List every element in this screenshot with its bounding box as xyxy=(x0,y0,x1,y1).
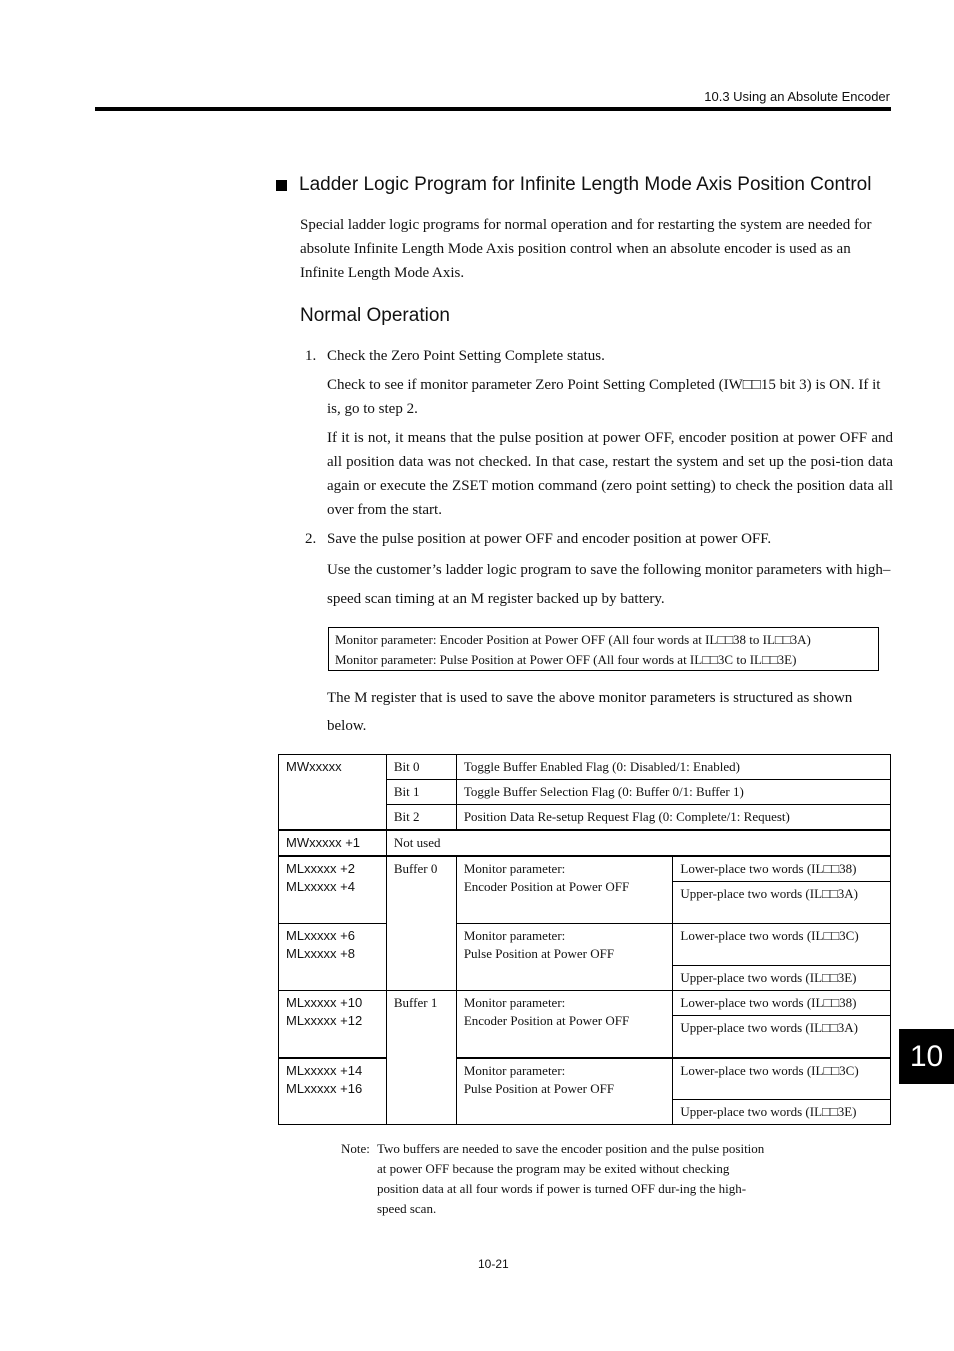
monitor-parameter-cell xyxy=(456,924,673,991)
ml-address: MLxxxxx +12 xyxy=(286,1013,363,1028)
word-cell: Upper-place two words (IL□□3E) xyxy=(673,1100,891,1125)
ml-address: MLxxxxx +4 xyxy=(286,879,355,894)
step-2-paragraph-1: Use the customer’s ladder logic program to save the following monitor parameters with high–speed scan timing at an M register backed up by battery. xyxy=(327,562,891,607)
word-cell: Upper-place two words (IL□□3A) xyxy=(673,1016,891,1058)
parameter-name: Pulse Position at Power OFF xyxy=(463,946,615,961)
word-cell: Upper-place two words (IL□□3E) xyxy=(673,966,891,991)
ml-address-cell xyxy=(279,991,387,1058)
subsection-heading: Normal Operation xyxy=(300,305,450,326)
section-heading-text: Ladder Logic Program for Infinite Length Mode Axis Position Control xyxy=(299,174,872,195)
bit-cell: Bit 2 xyxy=(386,805,456,831)
note xyxy=(341,1139,771,1219)
bit-description-cell: Toggle Buffer Selection Flag (0: Buffer 0/1: Buffer 1) xyxy=(456,780,890,805)
word-cell: Upper-place two words (IL□□3A) xyxy=(673,882,891,924)
ml-address: MLxxxxx +14 xyxy=(286,1062,363,1078)
ml-address: MLxxxxx +8 xyxy=(286,946,355,961)
monitor-parameter-cell xyxy=(456,856,673,924)
bit-cell: Bit 0 xyxy=(386,755,456,780)
bit-description-cell: Toggle Buffer Enabled Flag (0: Disabled/1: Enabled) xyxy=(456,755,890,780)
monitor-parameter-cell xyxy=(456,1058,673,1125)
register-intro-paragraph: The M register that is used to save the above monitor parameters is structured as shown below. xyxy=(327,690,853,734)
word-cell: Lower-place two words (IL□□38) xyxy=(673,856,891,882)
table-row xyxy=(279,856,891,882)
square-bullet-icon xyxy=(276,180,287,191)
intro-paragraph: Special ladder logic programs for normal operation and for restarting the system are needed for absolute Infinite Length Mode Axis position control when an absolute encoder is used as an Infinite Length Mode Axis. xyxy=(300,217,872,281)
header-rule xyxy=(95,107,891,111)
monitor-box-line-1: Monitor parameter: Encoder Position at Power OFF (All four words at IL□□38 to IL□□3A) xyxy=(335,632,811,647)
parameter-name: Encoder Position at Power OFF xyxy=(463,879,630,894)
bit-description-cell: Position Data Re-setup Request Flag (0: Complete/1: Request) xyxy=(456,805,890,831)
parameter-label: Monitor parameter: xyxy=(463,1062,566,1078)
ml-address-cell xyxy=(279,1058,387,1125)
ml-address: MLxxxxx +2 xyxy=(286,861,355,876)
table-row xyxy=(279,1058,891,1100)
monitor-parameter-box xyxy=(328,627,879,671)
section-heading xyxy=(276,174,871,196)
ml-address-cell xyxy=(279,856,387,924)
ml-address: MLxxxxx +16 xyxy=(286,1080,363,1096)
mw-address-cell: MWxxxxx xyxy=(279,755,387,831)
running-header: 10.3 Using an Absolute Encoder xyxy=(704,89,890,104)
word-cell: Lower-place two words (IL□□3C) xyxy=(673,924,891,966)
parameter-name: Pulse Position at Power OFF xyxy=(463,1080,615,1096)
step-1-number: 1. xyxy=(305,348,317,364)
step-1-paragraph-1: Check to see if monitor parameter Zero Point Setting Completed (IW□□15 bit 3) is ON. If it is, go to step 2. xyxy=(327,377,881,417)
word-cell: Lower-place two words (IL□□38) xyxy=(673,991,891,1016)
ml-address: MLxxxxx +6 xyxy=(286,928,355,943)
table-row xyxy=(279,830,891,856)
buffer-label-cell: Buffer 0 xyxy=(386,856,456,991)
table-row xyxy=(279,991,891,1016)
chapter-tab: 10 xyxy=(899,1029,954,1084)
not-used-cell: Not used xyxy=(386,830,890,856)
step-2-number: 2. xyxy=(305,531,317,547)
monitor-box-line-2: Monitor parameter: Pulse Position at Power OFF (All four words at IL□□3C to IL□□3E) xyxy=(335,652,797,667)
monitor-parameter-cell xyxy=(456,991,673,1058)
table-row xyxy=(279,924,891,966)
parameter-label: Monitor parameter: xyxy=(463,995,566,1010)
note-label: Note: xyxy=(341,1141,370,1156)
word-cell: Lower-place two words (IL□□3C) xyxy=(673,1058,891,1100)
table-row xyxy=(279,755,891,780)
register-structure-table xyxy=(278,754,891,1125)
mw1-address-cell: MWxxxxx +1 xyxy=(279,830,387,856)
parameter-name: Encoder Position at Power OFF xyxy=(463,1013,630,1028)
bit-cell: Bit 1 xyxy=(386,780,456,805)
page-number: 10-21 xyxy=(478,1257,509,1271)
parameter-label: Monitor parameter: xyxy=(463,928,566,943)
ml-address: MLxxxxx +10 xyxy=(286,995,363,1010)
step-2-text: Save the pulse position at power OFF and encoder position at power OFF. xyxy=(327,531,772,547)
parameter-label: Monitor parameter: xyxy=(463,861,566,876)
step-1-text: Check the Zero Point Setting Complete status. xyxy=(327,348,605,364)
buffer-label-cell: Buffer 1 xyxy=(386,991,456,1125)
ml-address-cell xyxy=(279,924,387,991)
note-text: Two buffers are needed to save the encoder position and the pulse position at power OFF because the program may be exited without checking position data at all four words if power is turned OFF dur-ing the high-speed scan. xyxy=(377,1141,765,1216)
step-1-paragraph-2: If it is not, it means that the pulse position at power OFF, encoder position at power OFF and all position data was not checked. In that case, restart the system and set up the posi-tion data again or execute the ZSET motion command (zero point setting) to check the position data all over from the start. xyxy=(327,430,893,518)
